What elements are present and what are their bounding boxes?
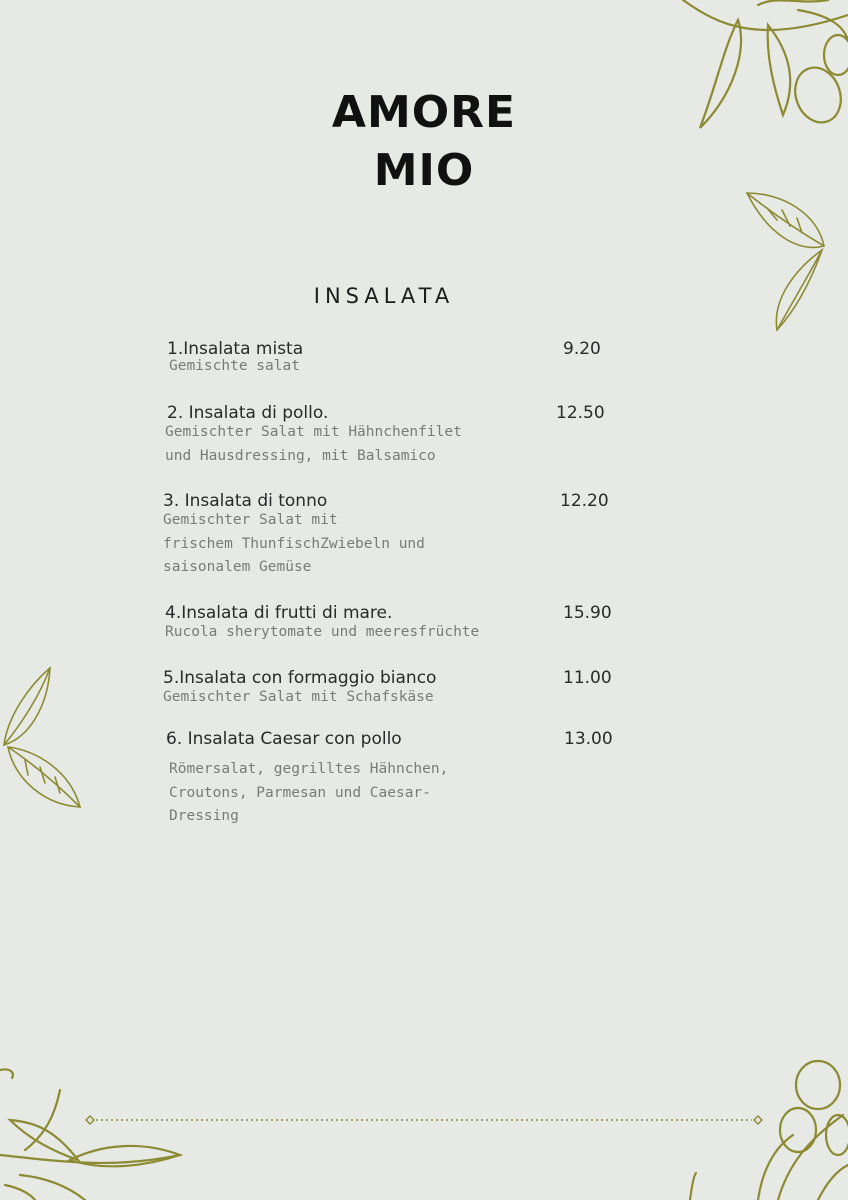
menu-item <box>163 490 623 580</box>
item-description: saisonalem Gemüse <box>163 559 312 575</box>
item-description: Dressing <box>169 808 239 824</box>
item-description: Römersalat, gegrilltes Hähnchen, <box>169 761 449 777</box>
item-price: 11.00 <box>563 668 612 688</box>
item-name: 5.Insalata con formaggio bianco <box>163 668 437 688</box>
item-price: 15.90 <box>563 603 612 623</box>
item-price: 12.20 <box>560 491 609 511</box>
item-price: 12.50 <box>556 403 605 423</box>
item-description: Croutons, Parmesan und Caesar- <box>169 784 431 801</box>
dotted-divider <box>84 1114 764 1126</box>
item-name: 1.Insalata mista <box>167 339 304 359</box>
olive-branch-bottom-right-icon <box>678 1055 848 1200</box>
basil-leaf-right-icon <box>742 188 832 333</box>
item-name: 6. Insalata Caesar con pollo <box>166 729 402 749</box>
olive-branch-bottom-left-icon <box>0 1060 190 1200</box>
menu-item <box>167 338 627 379</box>
restaurant-title <box>0 84 848 200</box>
basil-leaf-left-icon <box>0 665 85 810</box>
item-price: 13.00 <box>564 729 613 749</box>
item-description: Rucola sherytomate und meeresfrüchte <box>165 624 480 640</box>
menu-item <box>167 402 627 468</box>
item-description: und Hausdressing, mit Balsamico <box>165 447 436 464</box>
item-description: Gemischter Salat mit Hähnchenfilet <box>165 424 462 440</box>
item-price: 9.20 <box>563 339 601 359</box>
item-description: Gemischter Salat mit <box>163 512 338 528</box>
item-name: 4.Insalata di frutti di mare. <box>165 603 393 623</box>
item-name: 2. Insalata di pollo. <box>167 403 329 423</box>
menu-item <box>166 728 636 829</box>
section-title: INSALATA <box>313 284 455 308</box>
item-description: frischem ThunfischZwiebeln und <box>163 535 425 552</box>
item-description: Gemischte salat <box>169 358 300 374</box>
item-description: Gemischter Salat mit Schafskäse <box>163 689 434 705</box>
restaurant-title-line1: AMORE <box>331 87 517 138</box>
item-name: 3. Insalata di tonno <box>163 491 328 511</box>
menu-item <box>165 602 635 645</box>
restaurant-title-line2: MIO <box>373 145 475 196</box>
menu-item <box>163 667 633 710</box>
